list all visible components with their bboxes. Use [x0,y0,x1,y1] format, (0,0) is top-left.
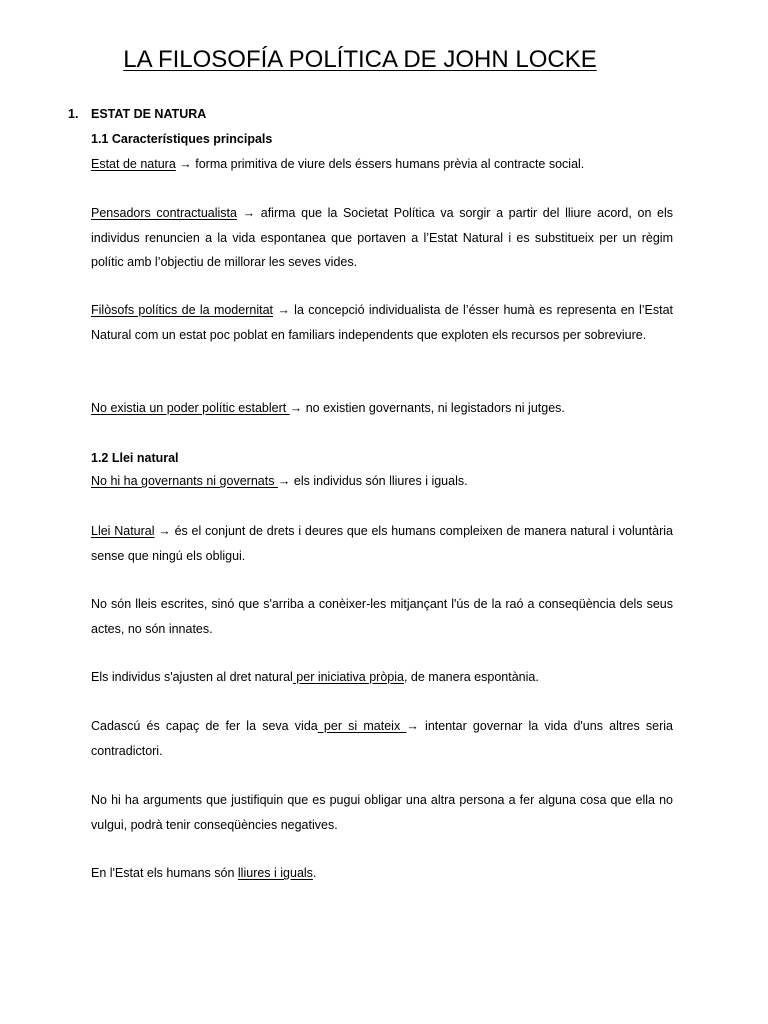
paragraph-text: En l'Estat els humans són [91,866,238,880]
paragraph-text: → els individus són lliures i iguals. [277,474,468,488]
paragraph-text: → no existien governants, ni legistadors ni jutges. [289,401,565,415]
paragraph-arguments [91,788,673,837]
term-llei-natural: Llei Natural [91,524,155,538]
document-title-text: LA FILOSOFÍA POLÍTICA DE JOHN LOCKE [123,46,597,73]
paragraph-lleis-escrites [91,592,673,641]
section-heading: ESTAT DE NATURA [91,107,207,121]
term-iniciativa-propia: per iniciativa pròpia [292,670,404,684]
paragraph-governants [91,469,673,494]
term-per-si-mateix: per si mateix [317,719,407,733]
term-governants: No hi ha governants ni governats [91,474,278,488]
paragraph-text: → intentar governar la vida d'uns altres seria contradictori. [91,719,673,758]
paragraph-iniciativa-propia [91,665,673,690]
paragraph-text: → afirma que la Societat Política va sorgir a partir del lliure acord, on els individus renuncien a la vida espontanea que portaven a l’Estat Natural i es substitueix per un règim polític amb l’objectiu de millorar les seves vides. [91,206,673,269]
paragraph-text: , de manera espontània. [403,670,539,684]
paragraph-per-si-mateix [91,714,673,763]
paragraph-estat-de-natura [91,152,673,177]
term-filosofs-politics: Filòsofs polítics de la modernitat [91,303,274,317]
subsection-heading-1-1: 1.1 Característiques principals [91,132,273,146]
paragraph-text: → la concepció individualista de l’ésser humà es representa en l’Estat Natural com un estat poc poblat en familiars independents que exploten els recursos per sobreviure. [91,303,673,342]
paragraph-lliures-iguals [91,861,673,886]
paragraph-pensadors-contractualista [91,201,673,275]
paragraph-text: No són lleis escrites, sinó que s'arriba a conèixer-les mitjançant l'ús de la raó a conseqüència dels seus actes, no són innates. [91,597,673,636]
paragraph-filosofs-politics [91,298,673,347]
paragraph-text: Els individus s'ajusten al dret natural [91,670,293,684]
paragraph-text: Cadascú és capaç de fer la seva vida [91,719,318,733]
subsection-heading-1-2: 1.2 Llei natural [91,451,179,465]
paragraph-text: No hi ha arguments que justifiquin que es pugui obligar una altra persona a fer alguna cosa que ella no vulgui, podrà tenir conseqüències negatives. [91,793,673,832]
paragraph-llei-natural [91,519,673,568]
term-lliures-iguals: lliures i iguals [237,866,313,880]
term-pensadors-contractualista: Pensadors contractualista [91,206,237,220]
paragraph-text: → és el conjunt de drets i deures que els humans compleixen de manera natural i voluntària sense que ningú els obligui. [91,524,674,563]
paragraph-poder-politic [91,396,673,421]
document-title [0,44,768,76]
term-estat-de-natura: Estat de natura [91,157,176,171]
section-number: 1. [68,107,79,121]
paragraph-text: . [312,866,317,880]
paragraph-text: → forma primitiva de viure dels éssers humans prèvia al contracte social. [175,157,585,171]
term-poder-politic: No existia un poder polític establert [91,401,290,415]
